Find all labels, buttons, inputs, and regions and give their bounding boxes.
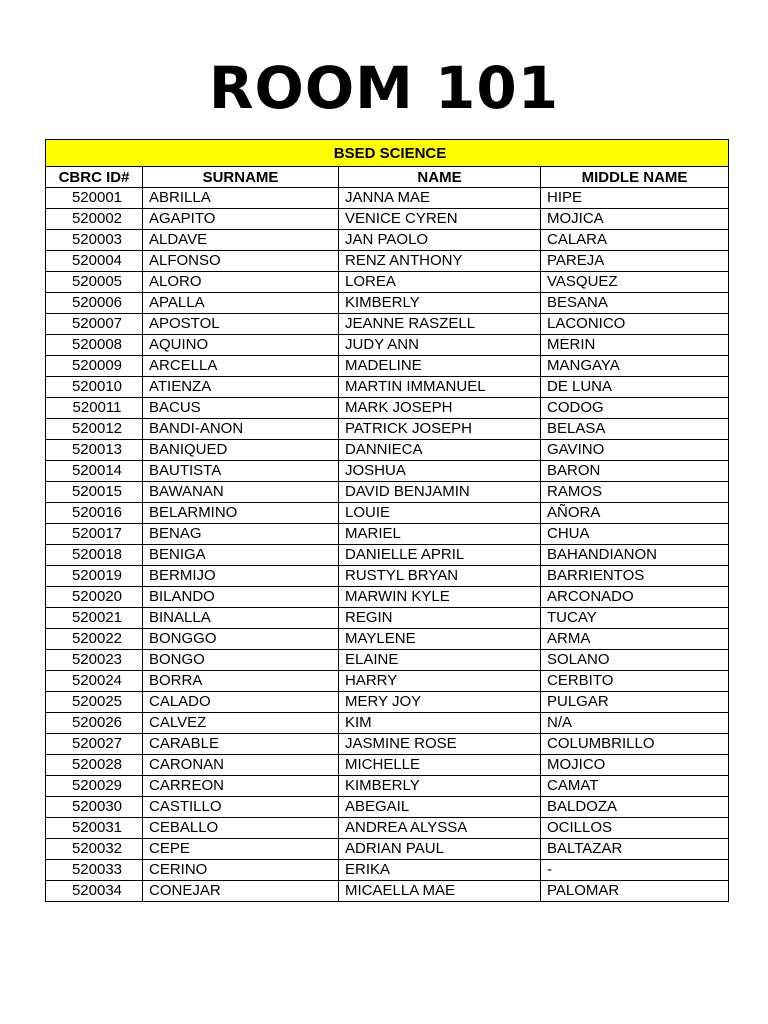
cell-name: KIMBERLY: [339, 776, 541, 797]
table-row: [46, 356, 729, 377]
header-name: NAME: [339, 167, 541, 188]
cell-name: REGIN: [339, 608, 541, 629]
cell-middle-name: TUCAY: [541, 608, 729, 629]
cell-middle-name: BALTAZAR: [541, 839, 729, 860]
table-row: [46, 440, 729, 461]
table-row: [46, 230, 729, 251]
cell-surname: CARREON: [143, 776, 339, 797]
table-row: [46, 776, 729, 797]
table-row: [46, 692, 729, 713]
cell-middle-name: VASQUEZ: [541, 272, 729, 293]
cell-surname: BINALLA: [143, 608, 339, 629]
table-row: [46, 419, 729, 440]
cell-middle-name: COLUMBRILLO: [541, 734, 729, 755]
table-row: [46, 377, 729, 398]
cell-surname: BORRA: [143, 671, 339, 692]
cell-name: JEANNE RASZELL: [339, 314, 541, 335]
cell-cbrc-id: 520027: [46, 734, 143, 755]
cell-surname: ABRILLA: [143, 188, 339, 209]
table-row: [46, 503, 729, 524]
cell-name: MICAELLA MAE: [339, 881, 541, 902]
cell-cbrc-id: 520005: [46, 272, 143, 293]
cell-name: MARIEL: [339, 524, 541, 545]
cell-name: LOUIE: [339, 503, 541, 524]
table-row: [46, 545, 729, 566]
table-row: [46, 818, 729, 839]
cell-surname: CARABLE: [143, 734, 339, 755]
cell-cbrc-id: 520031: [46, 818, 143, 839]
table-row: [46, 608, 729, 629]
table-row: [46, 188, 729, 209]
cell-cbrc-id: 520017: [46, 524, 143, 545]
table-row: [46, 566, 729, 587]
cell-name: KIMBERLY: [339, 293, 541, 314]
cell-name: LOREA: [339, 272, 541, 293]
cell-name: JANNA MAE: [339, 188, 541, 209]
table-row: [46, 587, 729, 608]
cell-middle-name: BALDOZA: [541, 797, 729, 818]
cell-middle-name: OCILLOS: [541, 818, 729, 839]
cell-middle-name: N/A: [541, 713, 729, 734]
cell-cbrc-id: 520004: [46, 251, 143, 272]
cell-surname: BENIGA: [143, 545, 339, 566]
cell-cbrc-id: 520011: [46, 398, 143, 419]
cell-middle-name: HIPE: [541, 188, 729, 209]
cell-middle-name: GAVINO: [541, 440, 729, 461]
table-row: [46, 671, 729, 692]
cell-surname: AQUINO: [143, 335, 339, 356]
cell-surname: ALFONSO: [143, 251, 339, 272]
cell-cbrc-id: 520029: [46, 776, 143, 797]
cell-middle-name: CERBITO: [541, 671, 729, 692]
cell-cbrc-id: 520034: [46, 881, 143, 902]
cell-cbrc-id: 520020: [46, 587, 143, 608]
cell-surname: CEPE: [143, 839, 339, 860]
cell-cbrc-id: 520006: [46, 293, 143, 314]
table-row: [46, 839, 729, 860]
cell-name: PATRICK JOSEPH: [339, 419, 541, 440]
cell-cbrc-id: 520012: [46, 419, 143, 440]
cell-cbrc-id: 520002: [46, 209, 143, 230]
cell-cbrc-id: 520014: [46, 461, 143, 482]
cell-cbrc-id: 520021: [46, 608, 143, 629]
table-row: [46, 755, 729, 776]
cell-middle-name: -: [541, 860, 729, 881]
cell-cbrc-id: 520028: [46, 755, 143, 776]
cell-name: MAYLENE: [339, 629, 541, 650]
cell-cbrc-id: 520024: [46, 671, 143, 692]
table-row: [46, 251, 729, 272]
cell-middle-name: DE LUNA: [541, 377, 729, 398]
cell-middle-name: SOLANO: [541, 650, 729, 671]
header-cbrc-id: CBRC ID#: [46, 167, 143, 188]
cell-name: MARWIN KYLE: [339, 587, 541, 608]
cell-surname: ALDAVE: [143, 230, 339, 251]
cell-name: DANIELLE APRIL: [339, 545, 541, 566]
cell-surname: CASTILLO: [143, 797, 339, 818]
cell-middle-name: ARCONADO: [541, 587, 729, 608]
cell-surname: APOSTOL: [143, 314, 339, 335]
cell-middle-name: BARON: [541, 461, 729, 482]
cell-name: HARRY: [339, 671, 541, 692]
cell-surname: CERINO: [143, 860, 339, 881]
cell-surname: CEBALLO: [143, 818, 339, 839]
table-row: [46, 797, 729, 818]
cell-middle-name: MANGAYA: [541, 356, 729, 377]
table-row: [46, 293, 729, 314]
cell-name: RENZ ANTHONY: [339, 251, 541, 272]
table-row: [46, 629, 729, 650]
cell-surname: BANDI-ANON: [143, 419, 339, 440]
cell-middle-name: BAHANDIANON: [541, 545, 729, 566]
cell-name: KIM: [339, 713, 541, 734]
cell-name: ELAINE: [339, 650, 541, 671]
cell-middle-name: BARRIENTOS: [541, 566, 729, 587]
table-row: [46, 335, 729, 356]
page-title: ROOM 101: [208, 54, 560, 122]
cell-surname: AGAPITO: [143, 209, 339, 230]
cell-cbrc-id: 520032: [46, 839, 143, 860]
table-row: [46, 209, 729, 230]
cell-surname: BELARMINO: [143, 503, 339, 524]
cell-surname: BACUS: [143, 398, 339, 419]
cell-surname: CARONAN: [143, 755, 339, 776]
cell-name: DANNIECA: [339, 440, 541, 461]
table-row: [46, 650, 729, 671]
cell-middle-name: CHUA: [541, 524, 729, 545]
table-row: [46, 461, 729, 482]
cell-cbrc-id: 520016: [46, 503, 143, 524]
table-row: [46, 272, 729, 293]
cell-middle-name: LACONICO: [541, 314, 729, 335]
cell-cbrc-id: 520013: [46, 440, 143, 461]
cell-surname: BAUTISTA: [143, 461, 339, 482]
cell-surname: BONGGO: [143, 629, 339, 650]
cell-surname: ALORO: [143, 272, 339, 293]
cell-name: MARTIN IMMANUEL: [339, 377, 541, 398]
cell-middle-name: MOJICO: [541, 755, 729, 776]
table-row: [46, 314, 729, 335]
cell-cbrc-id: 520015: [46, 482, 143, 503]
header-surname: SURNAME: [143, 167, 339, 188]
cell-name: MARK JOSEPH: [339, 398, 541, 419]
table-row: [46, 398, 729, 419]
cell-cbrc-id: 520033: [46, 860, 143, 881]
cell-name: ABEGAIL: [339, 797, 541, 818]
cell-cbrc-id: 520010: [46, 377, 143, 398]
cell-cbrc-id: 520030: [46, 797, 143, 818]
cell-name: ADRIAN PAUL: [339, 839, 541, 860]
cell-middle-name: AÑORA: [541, 503, 729, 524]
cell-name: JASMINE ROSE: [339, 734, 541, 755]
cell-middle-name: ARMA: [541, 629, 729, 650]
cell-middle-name: CAMAT: [541, 776, 729, 797]
cell-surname: BANIQUED: [143, 440, 339, 461]
cell-surname: BAWANAN: [143, 482, 339, 503]
cell-cbrc-id: 520026: [46, 713, 143, 734]
cell-name: VENICE CYREN: [339, 209, 541, 230]
cell-name: MERY JOY: [339, 692, 541, 713]
cell-surname: APALLA: [143, 293, 339, 314]
cell-surname: BENAG: [143, 524, 339, 545]
cell-surname: BONGO: [143, 650, 339, 671]
cell-middle-name: CALARA: [541, 230, 729, 251]
cell-name: JAN PAOLO: [339, 230, 541, 251]
cell-name: JOSHUA: [339, 461, 541, 482]
cell-cbrc-id: 520008: [46, 335, 143, 356]
cell-name: ERIKA: [339, 860, 541, 881]
cell-cbrc-id: 520019: [46, 566, 143, 587]
cell-surname: ARCELLA: [143, 356, 339, 377]
cell-middle-name: CODOG: [541, 398, 729, 419]
cell-name: JUDY ANN: [339, 335, 541, 356]
cell-middle-name: PULGAR: [541, 692, 729, 713]
cell-name: DAVID BENJAMIN: [339, 482, 541, 503]
cell-cbrc-id: 520003: [46, 230, 143, 251]
table-row: [46, 860, 729, 881]
cell-middle-name: BELASA: [541, 419, 729, 440]
cell-middle-name: RAMOS: [541, 482, 729, 503]
cell-cbrc-id: 520007: [46, 314, 143, 335]
cell-cbrc-id: 520009: [46, 356, 143, 377]
cell-middle-name: BESANA: [541, 293, 729, 314]
table-body: [46, 188, 729, 902]
cell-surname: BERMIJO: [143, 566, 339, 587]
table-row: [46, 734, 729, 755]
cell-name: MADELINE: [339, 356, 541, 377]
student-roster-table: [45, 139, 729, 902]
cell-middle-name: MERIN: [541, 335, 729, 356]
cell-cbrc-id: 520001: [46, 188, 143, 209]
cell-surname: CONEJAR: [143, 881, 339, 902]
cell-middle-name: PAREJA: [541, 251, 729, 272]
cell-cbrc-id: 520025: [46, 692, 143, 713]
cell-middle-name: MOJICA: [541, 209, 729, 230]
cell-surname: CALVEZ: [143, 713, 339, 734]
table-row: [46, 524, 729, 545]
table-row: [46, 713, 729, 734]
cell-cbrc-id: 520018: [46, 545, 143, 566]
cell-name: ANDREA ALYSSA: [339, 818, 541, 839]
cell-surname: CALADO: [143, 692, 339, 713]
cell-cbrc-id: 520022: [46, 629, 143, 650]
cell-name: MICHELLE: [339, 755, 541, 776]
table-header-row: [46, 167, 729, 188]
table-row: [46, 881, 729, 902]
cell-cbrc-id: 520023: [46, 650, 143, 671]
cell-name: RUSTYL BRYAN: [339, 566, 541, 587]
section-title: BSED SCIENCE: [46, 140, 729, 167]
cell-middle-name: PALOMAR: [541, 881, 729, 902]
header-middle-name: MIDDLE NAME: [541, 167, 729, 188]
table-row: [46, 482, 729, 503]
cell-surname: ATIENZA: [143, 377, 339, 398]
cell-surname: BILANDO: [143, 587, 339, 608]
